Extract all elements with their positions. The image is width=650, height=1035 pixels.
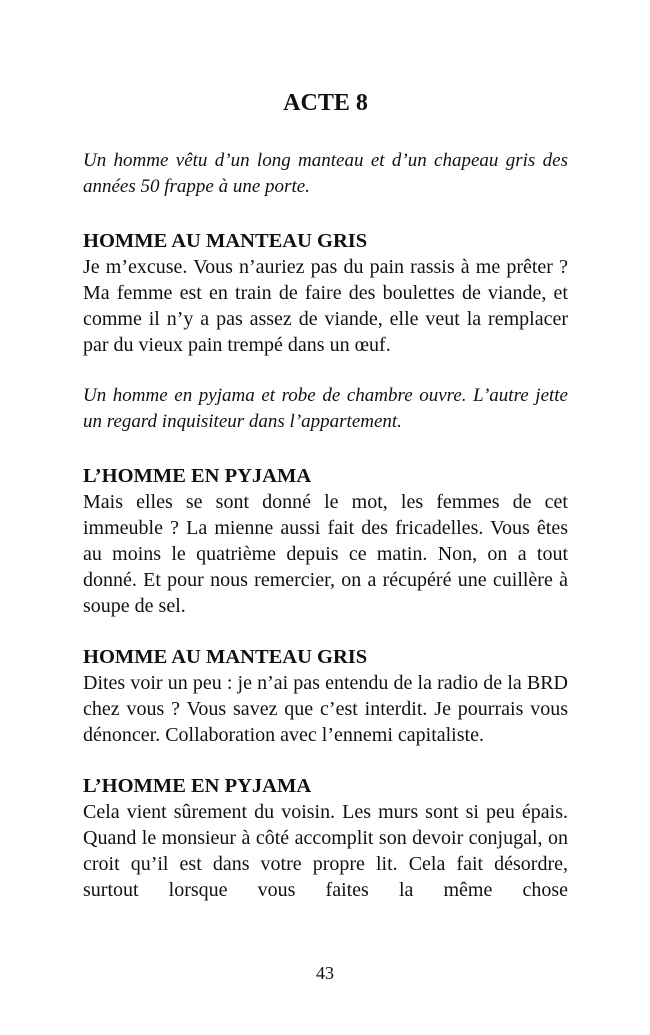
speaker-name: L’HOMME EN PYJAMA: [83, 775, 312, 797]
speech-text: Dites voir un peu : je n’ai pas entendu de la radio de la BRD chez vous ? Vous savez que c’est interdit. Je pourrais vous dénoncer. Collaboration avec l’ennemi capitaliste.: [83, 672, 568, 746]
page-body: [83, 88, 568, 903]
speech-block-1: [83, 228, 568, 358]
speech-text: Mais elles se sont donné le mot, les femmes de cet immeuble ? La mienne aussi fait des fricadelles. Vous êtes au moins le quatrième depuis ce matin. Non, on a tout donné. Et pour nous remercier, on a récupéré une cuillère à soupe de sel.: [83, 491, 568, 617]
speech-text: Je m’excuse. Vous n’auriez pas du pain rassis à me prêter ? Ma femme est en train de faire des boulettes de viande, et comme il n’y a pas assez de viande, elle veut la remplacer par du vieux pain trempé dans un œuf.: [83, 256, 568, 356]
speech-text: Cela vient sûrement du voisin. Les murs sont si peu épais. Quand le monsieur à côté accomplit son devoir conjugal, on croit qu’il est dans votre propre lit. Cela fait désordre, surtout lorsque vous faites la même chose: [83, 801, 568, 901]
speaker-name: HOMME AU MANTEAU GRIS: [83, 646, 368, 668]
stage-direction-1: Un homme vêtu d’un long manteau et d’un chapeau gris des années 50 frappe à une porte.: [83, 150, 568, 197]
stage-direction-2: Un homme en pyjama et robe de chambre ouvre. L’autre jette un regard inquisiteur dans l’appartement.: [83, 385, 568, 432]
speaker-name: HOMME AU MANTEAU GRIS: [83, 230, 368, 252]
speech-block-2: [83, 463, 568, 619]
speech-block-4: [83, 773, 568, 903]
speech-block-3: [83, 644, 568, 748]
act-title: ACTE 8: [283, 90, 368, 116]
page-number: 43: [316, 963, 334, 983]
speaker-name: L’HOMME EN PYJAMA: [83, 465, 312, 487]
